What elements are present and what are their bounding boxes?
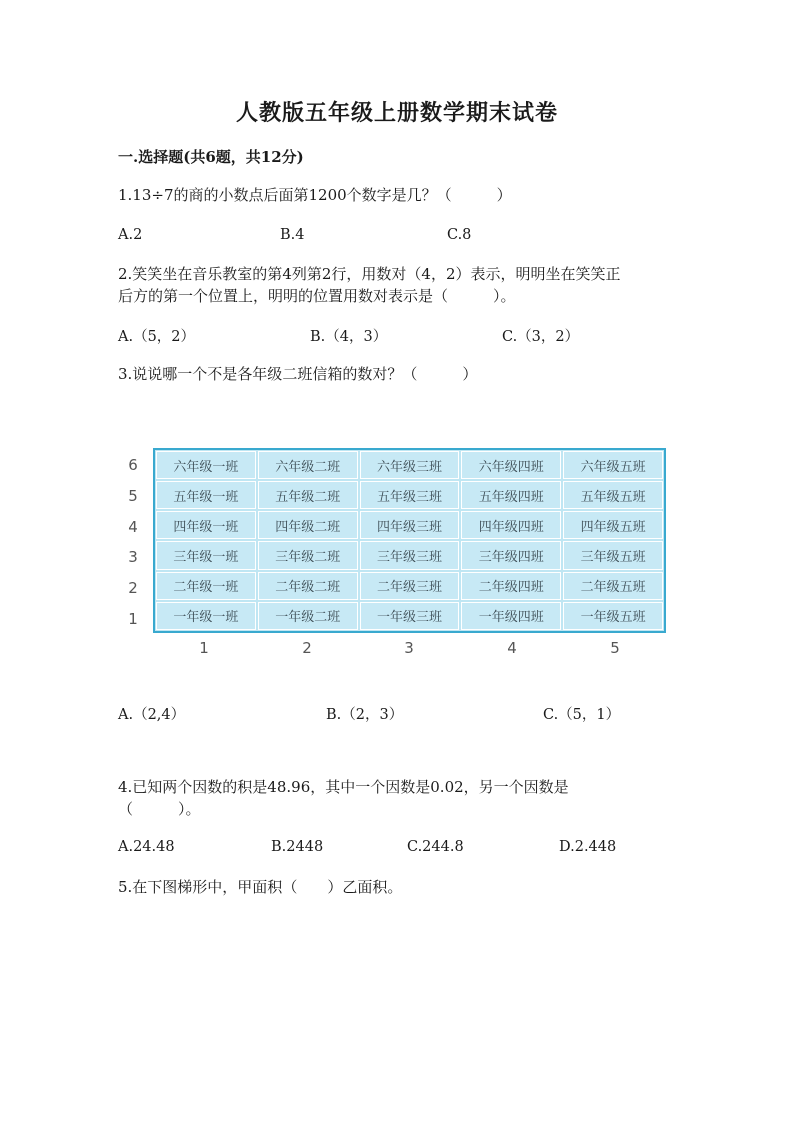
grid-cell: 六年级一班 [156, 451, 256, 479]
question-2-option-a: A.（5，2） [118, 329, 196, 345]
question-4 [118, 776, 569, 820]
grid-cell: 三年级四班 [461, 541, 561, 569]
grid-cell: 五年级一班 [156, 481, 256, 509]
question-3-line-1: 3.说说哪一个不是各年级二班信箱的数对？（ ） [118, 365, 478, 383]
grid-cell: 六年级四班 [461, 451, 561, 479]
grid-cell: 二年级四班 [461, 572, 561, 600]
section-heading: 一.选择题(共6题，共12分) [118, 148, 304, 166]
mailbox-grid [153, 448, 666, 633]
grid-cell: 四年级五班 [563, 511, 663, 539]
question-5 [118, 876, 402, 898]
grid-cell: 一年级一班 [156, 602, 256, 630]
row-label-1: 1 [128, 610, 138, 628]
question-4-option-c: C.244.8 [407, 839, 464, 855]
grid-cell: 二年级三班 [360, 572, 460, 600]
grid-cell: 五年级五班 [563, 481, 663, 509]
grid-cell: 四年级三班 [360, 511, 460, 539]
grid-cell: 五年级三班 [360, 481, 460, 509]
mailbox-grid-figure [118, 440, 678, 670]
grid-cell: 二年级五班 [563, 572, 663, 600]
row-label-3: 3 [128, 548, 138, 566]
question-4-option-a: A.24.48 [118, 839, 175, 855]
grid-cell: 五年级二班 [258, 481, 358, 509]
grid-cell: 六年级三班 [360, 451, 460, 479]
grid-cell: 二年级一班 [156, 572, 256, 600]
question-2 [118, 263, 621, 307]
question-5-line-1: 5.在下图梯形中，甲面积（ ）乙面积。 [118, 878, 403, 896]
question-2-option-b: B.（4，3） [310, 329, 388, 345]
question-3-option-b: B.（2，3） [326, 707, 404, 723]
grid-cell: 四年级二班 [258, 511, 358, 539]
grid-cell: 五年级四班 [461, 481, 561, 509]
row-label-4: 4 [128, 518, 138, 536]
question-3-option-c: C.（5，1） [543, 707, 621, 723]
grid-cell: 四年级四班 [461, 511, 561, 539]
grid-cell: 一年级四班 [461, 602, 561, 630]
question-2-line-1: 2.笑笑坐在音乐教室的第4列第2行，用数对（4，2）表示，明明坐在笑笑正 [118, 265, 621, 283]
question-3 [118, 363, 477, 385]
question-1-option-b: B.4 [280, 227, 305, 243]
question-4-option-b: B.2448 [271, 839, 324, 855]
grid-cell: 二年级二班 [258, 572, 358, 600]
question-1 [118, 184, 512, 206]
grid-cell: 四年级一班 [156, 511, 256, 539]
col-label-1: 1 [199, 639, 209, 657]
row-label-2: 2 [128, 579, 138, 597]
page-title: 人教版五年级上册数学期末试卷 [235, 100, 558, 126]
question-1-option-c: C.8 [447, 227, 472, 243]
grid-cell: 三年级一班 [156, 541, 256, 569]
question-1-line-1: 1.13÷7的商的小数点后面第1200个数字是几？（ ） [118, 186, 512, 204]
question-1-option-a: A.2 [118, 227, 143, 243]
grid-cell: 三年级二班 [258, 541, 358, 569]
grid-cell: 一年级二班 [258, 602, 358, 630]
row-label-5: 5 [128, 487, 138, 505]
grid-cell: 三年级三班 [360, 541, 460, 569]
col-label-3: 3 [404, 639, 414, 657]
question-2-option-c: C.（3，2） [502, 329, 580, 345]
col-label-2: 2 [302, 639, 312, 657]
question-4-line-2: （ ）。 [118, 800, 201, 818]
question-2-line-2: 后方的第一个位置上，明明的位置用数对表示是（ ）。 [118, 287, 516, 305]
question-4-option-d: D.2.448 [559, 839, 617, 855]
grid-cell: 一年级五班 [563, 602, 663, 630]
question-3-option-a: A.（2,4） [118, 707, 186, 723]
col-label-5: 5 [610, 639, 620, 657]
grid-cell: 三年级五班 [563, 541, 663, 569]
question-4-line-1: 4.已知两个因数的积是48.96，其中一个因数是0.02，另一个因数是 [118, 778, 569, 796]
grid-cell: 六年级二班 [258, 451, 358, 479]
col-label-4: 4 [507, 639, 517, 657]
grid-cell: 六年级五班 [563, 451, 663, 479]
grid-cell: 一年级三班 [360, 602, 460, 630]
row-label-6: 6 [128, 456, 138, 474]
